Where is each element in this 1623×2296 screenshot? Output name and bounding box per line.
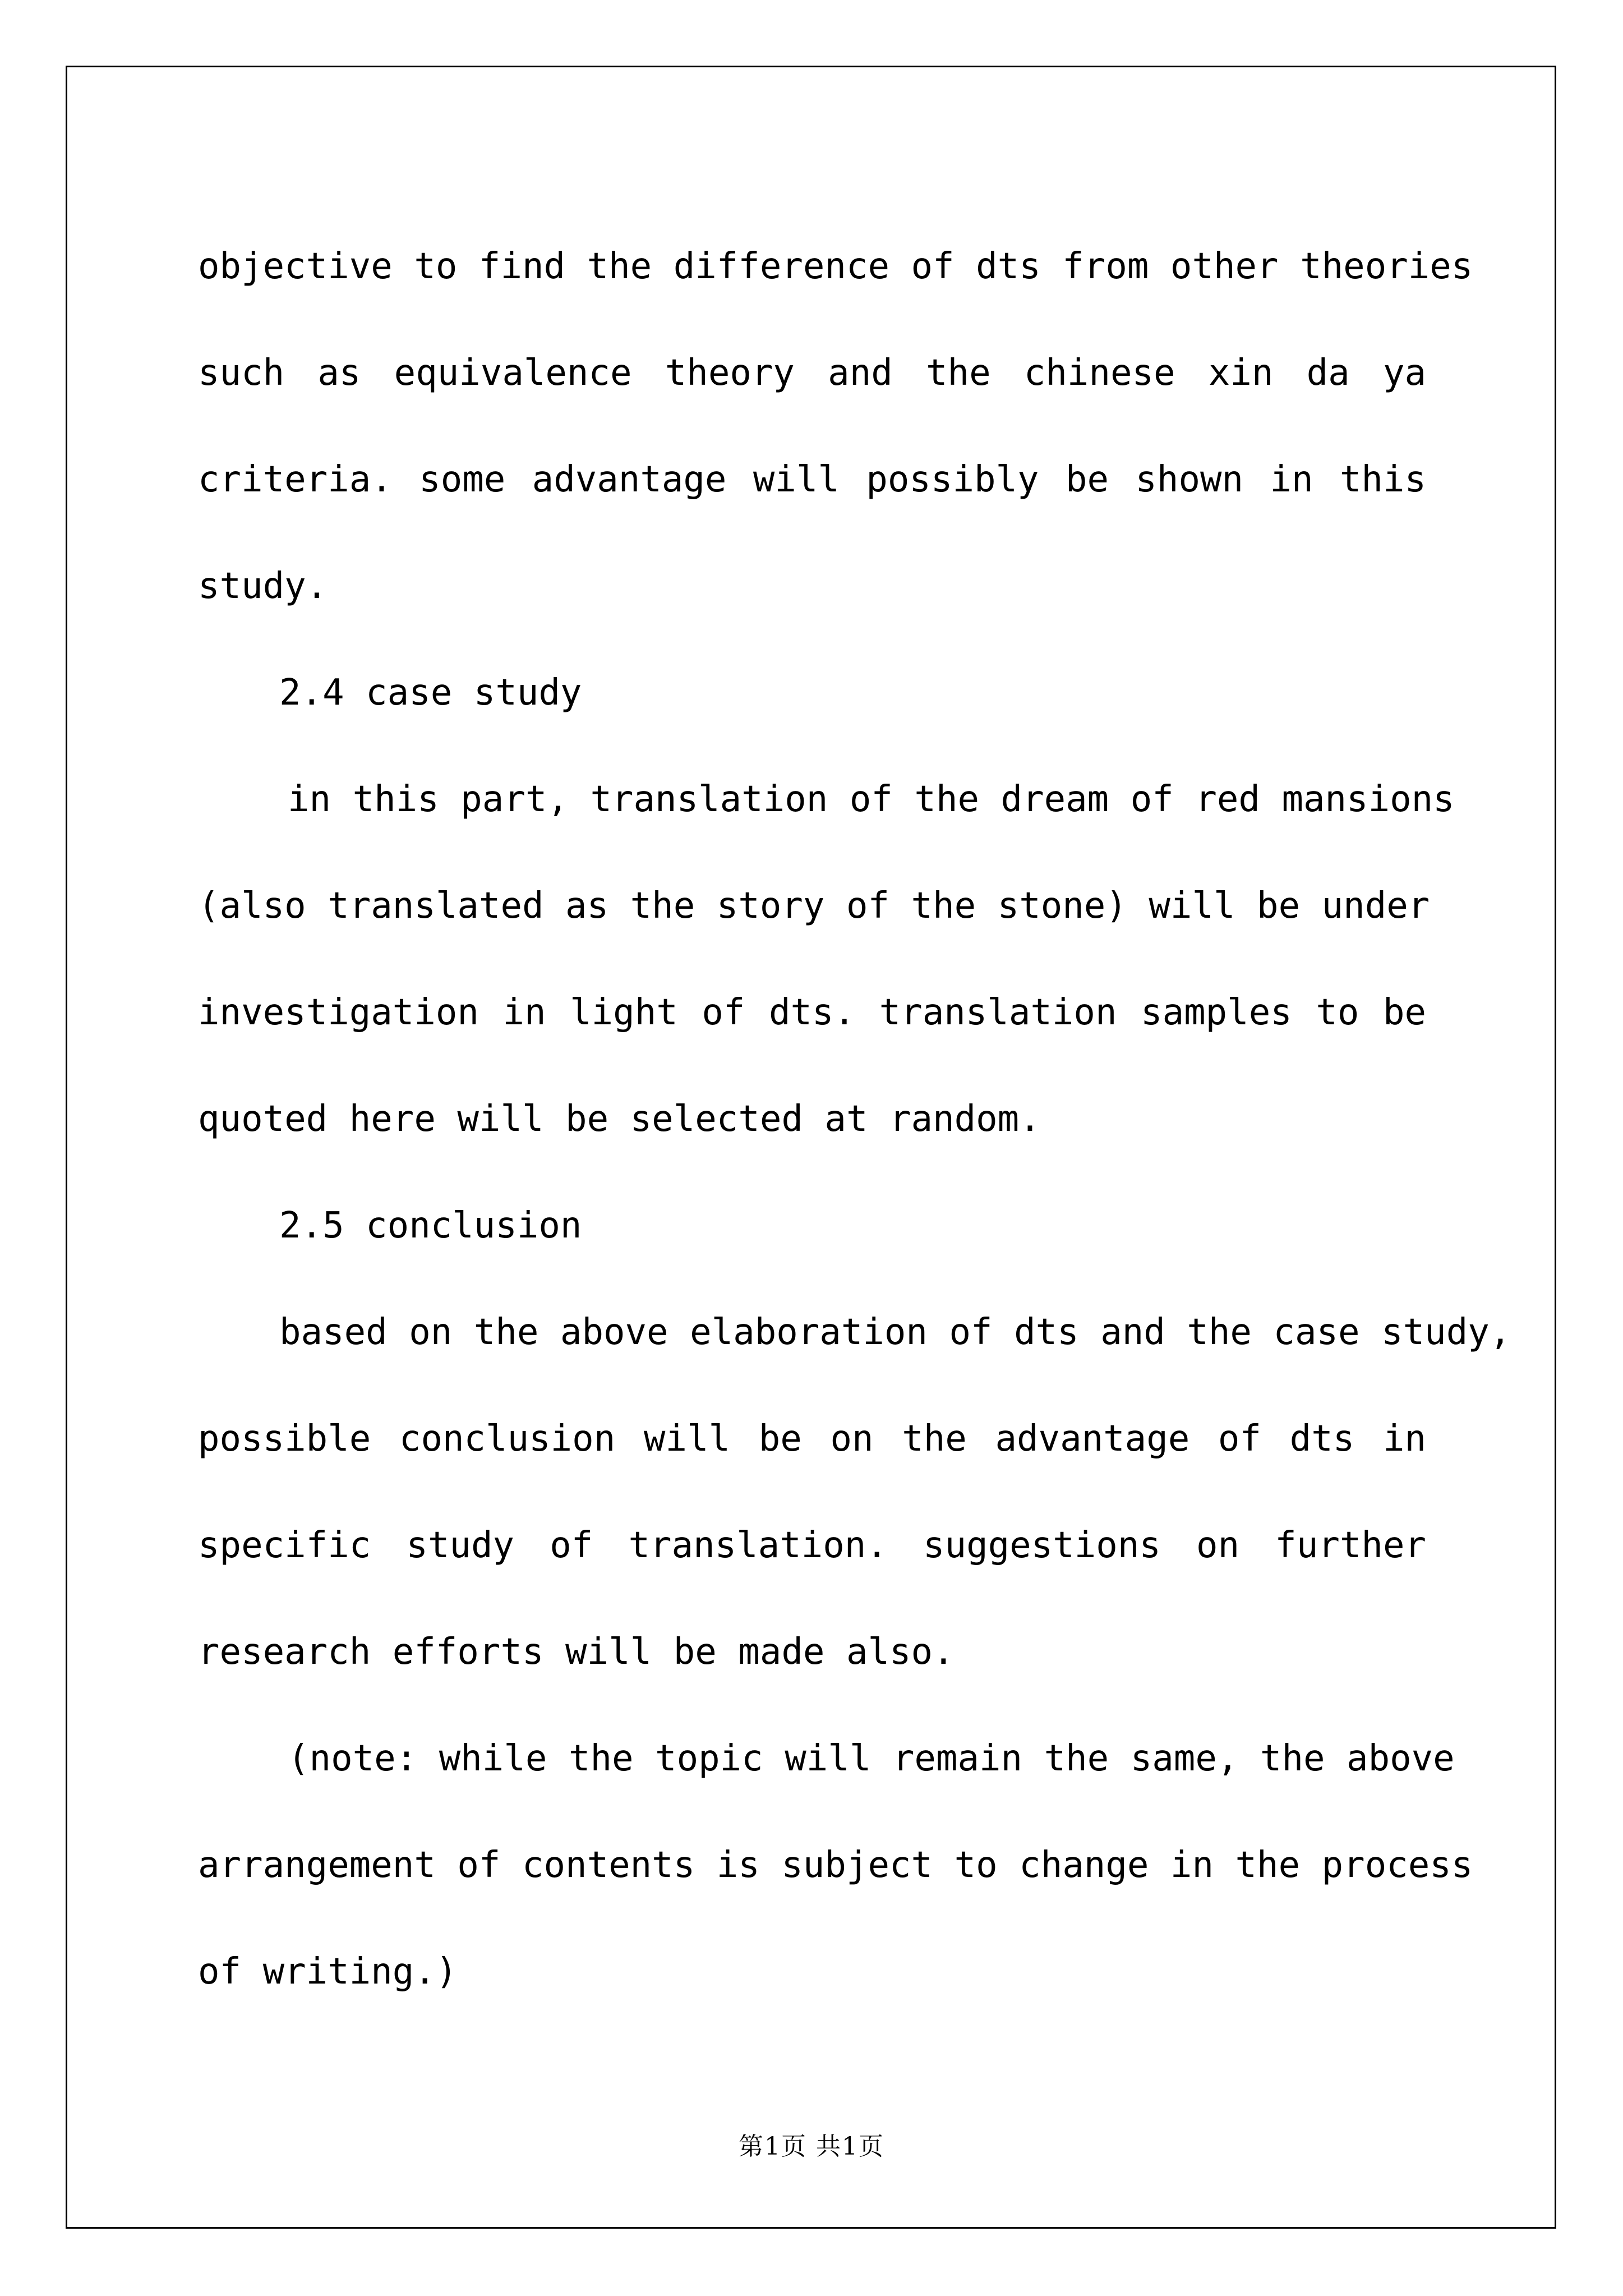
body-line: specific study of translation. suggestions on further (198, 1525, 1426, 1566)
body-line: objective to find the difference of dts from other theories (198, 246, 1473, 287)
body-line: (note: while the topic will remain the same, the above (288, 1738, 1455, 1779)
body-line: study. (198, 565, 328, 607)
body-line: possible conclusion will be on the advantage of dts in (198, 1418, 1426, 1460)
body-line: arrangement of contents is subject to change in the process (198, 1844, 1473, 1886)
body-line: investigation in light of dts. translation samples to be (198, 992, 1426, 1033)
body-line: (also translated as the story of the stone) will be under (198, 885, 1430, 927)
section-heading-2-5: 2.5 conclusion (279, 1205, 582, 1246)
body-line: such as equivalence theory and the chinese xin da ya (198, 352, 1426, 394)
body-line: based on the above elaboration of dts and the case study, (279, 1312, 1511, 1353)
document-body (198, 213, 1511, 2025)
body-line: criteria. some advantage will possibly be shown in this (198, 459, 1426, 500)
page-footer: 第1页 共1页 (739, 2132, 884, 2161)
body-line: of writing.) (198, 1951, 458, 1993)
section-heading-2-4: 2.4 case study (279, 672, 582, 714)
body-line: research efforts will be made also. (198, 1631, 955, 1673)
body-line: in this part, translation of the dream of red mansions (288, 779, 1455, 820)
body-line: quoted here will be selected at random. (198, 1098, 1041, 1140)
